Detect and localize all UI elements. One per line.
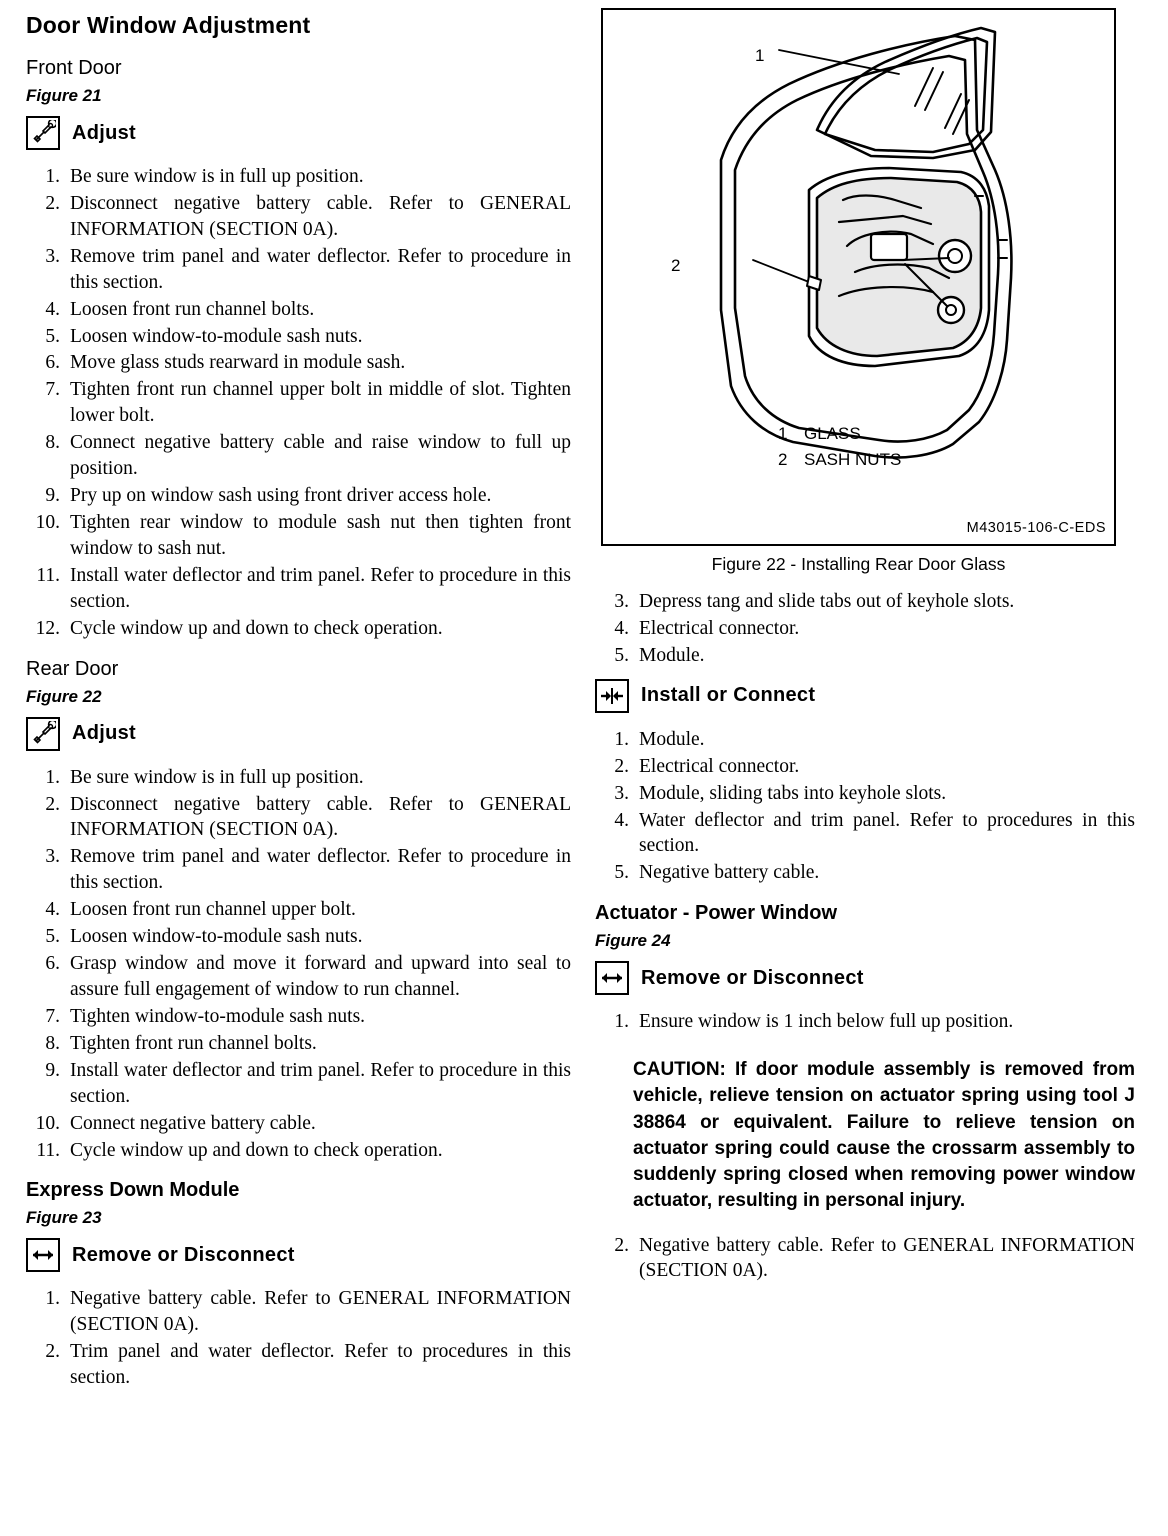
procedure-title: Adjust (72, 121, 137, 144)
list-item: 4. Loosen front run channel bolts. (45, 298, 315, 320)
list-item: 3. Module, sliding tabs into keyhole slots. (614, 782, 947, 804)
subsection-heading-front-door: Front Door (26, 57, 122, 79)
list-item: 1. Module. (614, 728, 705, 750)
wrench-icon (26, 116, 60, 150)
figure-reference-24: Figure 24 (595, 931, 671, 951)
subsection-heading-actuator-power-window: Actuator - Power Window (595, 902, 838, 925)
list-item: 11. Install water deflector and trim panel. Refer to procedure in this section. (36, 564, 571, 612)
caution-note: CAUTION: If door module assembly is removed from vehicle, relieve tension on actuator spring using tool J 38864 or equivalent. Failure to relieve tension on actuator spring could cause the crossarm assembly to suddenly spring closed when removing power window actuator, resulting in personal injury. (633, 1059, 1135, 1212)
list-item: 5. Loosen window-to-module sash nuts. (45, 926, 363, 948)
list-item: 9. Pry up on window sash using front driver access hole. (45, 485, 492, 507)
list-item: 5. Negative battery cable. (614, 862, 820, 884)
steps-actuator-remove-before-caution (595, 1009, 1135, 1035)
figure-code: M43015-106-C-EDS (966, 520, 1106, 536)
figure-rear-door-glass (601, 8, 1116, 546)
figure-caption: Figure 22 - Installing Rear Door Glass (711, 554, 1006, 574)
list-item: 3. Remove trim panel and water deflector. Refer to procedure in this section. (45, 245, 571, 293)
list-item: 6. Grasp window and move it forward and upward into seal to assure full engagement of window to run channel. (45, 953, 571, 1000)
legend-key: 2 (778, 449, 788, 469)
page-title: Door Window Adjustment (26, 12, 311, 38)
list-item: 1. Be sure window is in full up position. (45, 766, 364, 788)
steps-rear-door-adjust (26, 765, 571, 1164)
steps-express-down-remove (26, 1286, 571, 1391)
list-item: 2. Negative battery cable. Refer to GENERAL INFORMATION (SECTION 0A). (614, 1234, 1135, 1282)
wrench-icon (26, 717, 60, 751)
procedure-header-install-or-connect (595, 679, 1135, 713)
double-arrow-icon (26, 1238, 60, 1272)
legend-label: SASH NUTS (804, 449, 902, 469)
callout-2: 2 (671, 256, 681, 275)
figure-reference-22: Figure 22 (26, 686, 102, 706)
procedure-title: Install or Connect (641, 684, 816, 707)
left-column (26, 8, 571, 1395)
list-item: 9. Install water deflector and trim panel. Refer to procedure in this section. (45, 1059, 571, 1107)
list-item: 4. Water deflector and trim panel. Refer to procedures in this section. (614, 809, 1135, 857)
figure-reference-23: Figure 23 (26, 1208, 102, 1228)
list-item: 2. Trim panel and water deflector. Refer to procedures in this section. (45, 1341, 571, 1389)
subsection-heading-express-down-module: Express Down Module (26, 1179, 240, 1202)
callout-1: 1 (755, 46, 765, 65)
list-item: 10. Tighten rear window to module sash nut then tighten front window to sash nut. (35, 511, 571, 559)
install-arrows-icon (595, 679, 629, 713)
list-item: 6. Move glass studs rearward in module sash. (45, 352, 406, 374)
steps-continued-remove (595, 589, 1135, 669)
steps-actuator-remove-after-caution (595, 1233, 1135, 1285)
list-item: 11. Cycle window up and down to check operation. (36, 1139, 443, 1161)
list-item: 12. Cycle window up and down to check operation. (35, 617, 443, 639)
list-item: 10. Connect negative battery cable. (35, 1112, 316, 1134)
legend-key: 1 (778, 424, 788, 443)
steps-front-door-adjust (26, 164, 571, 642)
figure-legend (778, 421, 901, 472)
legend-label: GLASS (804, 424, 861, 443)
list-item: 7. Tighten window-to-module sash nuts. (45, 1005, 366, 1027)
list-item: 3. Depress tang and slide tabs out of keyhole slots. (614, 591, 1015, 612)
procedure-header-adjust-rear (26, 717, 571, 751)
list-item: 3. Remove trim panel and water deflector. Refer to procedure in this section. (45, 846, 571, 894)
procedure-header-remove-express-module (26, 1238, 571, 1272)
list-item: 8. Connect negative battery cable and raise window to full up position. (45, 432, 571, 480)
figure-reference-21: Figure 21 (26, 86, 102, 105)
list-item: 5. Loosen window-to-module sash nuts. (45, 325, 363, 347)
list-item: 4. Loosen front run channel upper bolt. (45, 899, 356, 921)
list-item: 4. Electrical connector. (614, 617, 800, 639)
list-item: 2. Electrical connector. (614, 755, 800, 777)
list-item: 2. Disconnect negative battery cable. Refer to GENERAL INFORMATION (SECTION 0A). (45, 192, 571, 240)
procedure-title: Adjust (72, 722, 137, 745)
steps-install-or-connect (595, 727, 1135, 887)
procedure-title: Remove or Disconnect (72, 1243, 295, 1266)
list-item: 1. Ensure window is 1 inch below full up position. (614, 1011, 1014, 1033)
list-item: 8. Tighten front run channel bolts. (45, 1032, 317, 1054)
double-arrow-icon (595, 961, 629, 995)
list-item: 5. Module. (614, 644, 705, 666)
procedure-header-adjust-front (26, 116, 571, 150)
procedure-title: Remove or Disconnect (641, 966, 864, 989)
procedure-header-remove-actuator (595, 961, 1135, 995)
list-item: 7. Tighten front run channel upper bolt in middle of slot. Tighten lower bolt. (45, 379, 571, 427)
list-item: 1. Be sure window is in full up position. (45, 166, 364, 187)
list-item: 1. Negative battery cable. Refer to GENERAL INFORMATION (SECTION 0A). (45, 1288, 571, 1336)
subsection-heading-rear-door: Rear Door (26, 657, 119, 680)
list-item: 2. Disconnect negative battery cable. Refer to GENERAL INFORMATION (SECTION 0A). (45, 793, 571, 841)
right-column (595, 8, 1135, 1288)
